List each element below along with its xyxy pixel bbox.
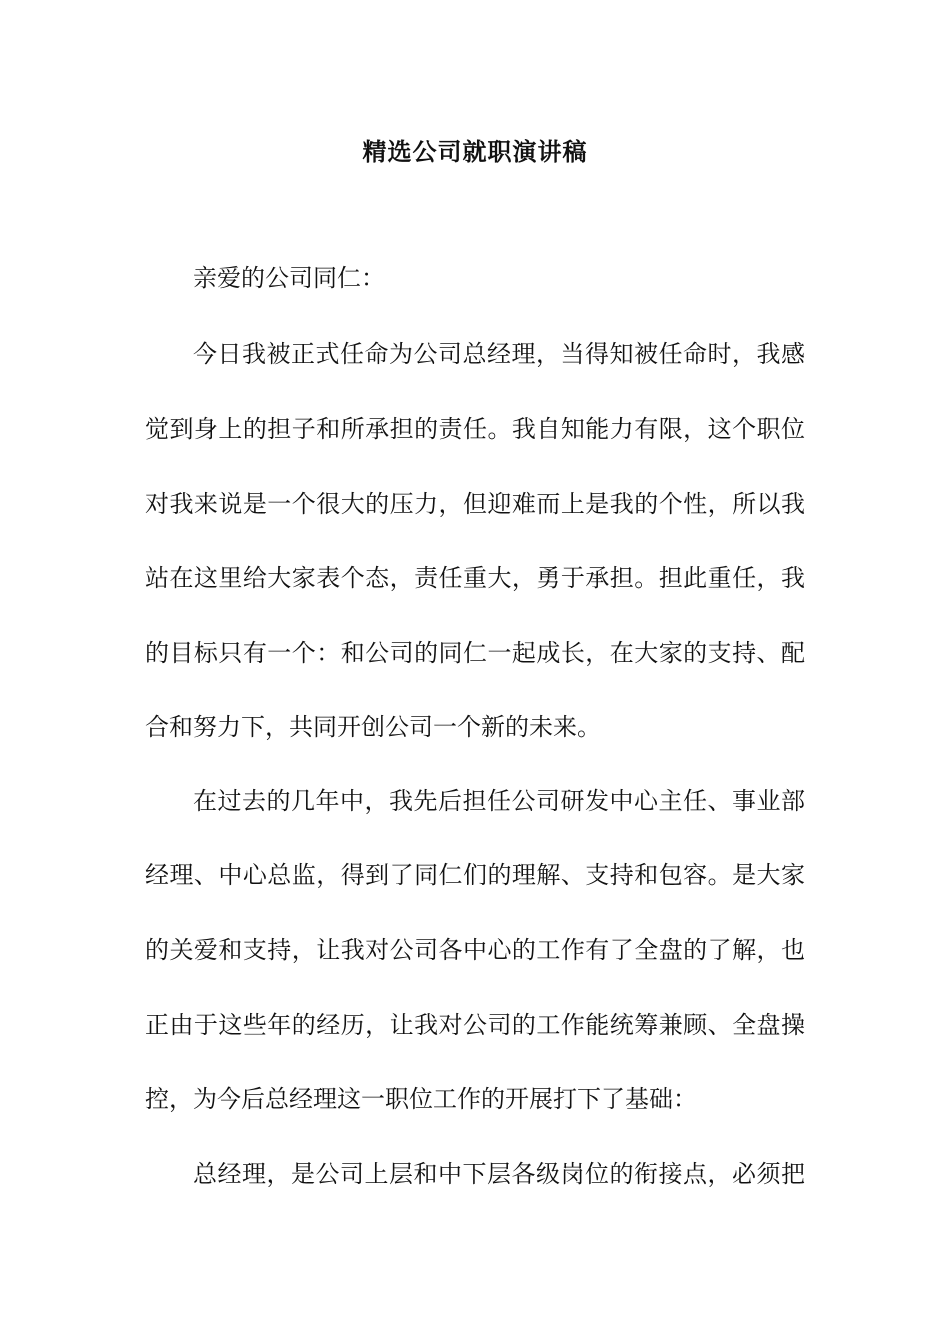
paragraph-2-line-4: 正由于这些年的经历，让我对公司的工作能统筹兼顾、全盘操 xyxy=(145,1011,805,1039)
paragraph-1-line-6: 合和努力下，共同开创公司一个新的未来。 xyxy=(145,713,601,741)
paragraph-1-line-3: 对我来说是一个很大的压力，但迎难而上是我的个性，所以我 xyxy=(145,490,805,518)
salutation-line: 亲爱的公司同仁： xyxy=(193,264,385,292)
paragraph-3-line-1: 总经理，是公司上层和中下层各级岗位的衔接点，必须把 xyxy=(193,1160,805,1188)
paragraph-1-line-2: 觉到身上的担子和所承担的责任。我自知能力有限，这个职位 xyxy=(145,415,805,443)
paragraph-2-line-5: 控，为今后总经理这一职位工作的开展打下了基础： xyxy=(145,1085,697,1113)
paragraph-1-line-5: 的目标只有一个：和公司的同仁一起成长，在大家的支持、配 xyxy=(145,639,805,667)
paragraph-2-line-1: 在过去的几年中，我先后担任公司研发中心主任、事业部 xyxy=(193,787,805,815)
document-title: 精选公司就职演讲稿 xyxy=(362,138,588,166)
paragraph-2-line-2: 经理、中心总监，得到了同仁们的理解、支持和包容。是大家 xyxy=(145,861,805,889)
paragraph-2-line-3: 的关爱和支持，让我对公司各中心的工作有了全盘的了解，也 xyxy=(145,936,805,964)
paragraph-1-line-4: 站在这里给大家表个态，责任重大，勇于承担。担此重任，我 xyxy=(145,564,805,592)
paragraph-1-line-1: 今日我被正式任命为公司总经理，当得知被任命时，我感 xyxy=(193,340,805,368)
